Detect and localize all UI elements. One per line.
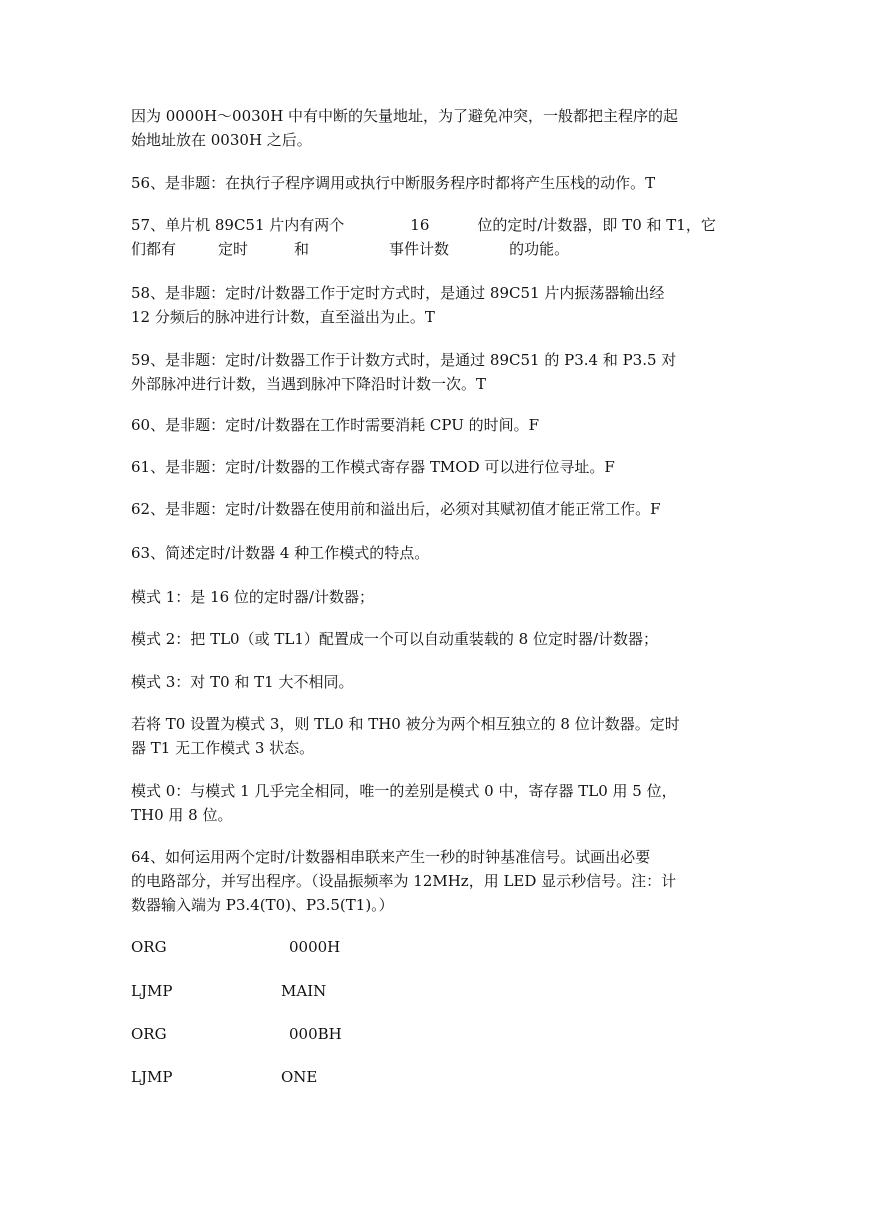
text-line: 模式 0：与模式 1 几乎完全相同，唯一的差别是模式 0 中，寄存器 TL0 用 5 位， [131,782,677,800]
q57-part-c: 们都有 [131,240,177,258]
question-60 [131,413,741,437]
text-line: 62、是非题：定时/计数器在使用前和溢出后，必须对其赋初值才能正常工作。F [131,500,661,518]
question-63 [131,541,741,565]
answer-mode-1 [131,585,741,609]
question-61 [131,455,741,479]
code-operand: MAIN [281,982,327,1000]
q57-part-e: 的功能。 [509,240,570,258]
text-line: 的电路部分，并写出程序。（设晶振频率为 12MHz，用 LED 显示秒信号。注：计 [131,872,677,890]
text-line: 60、是非题：定时/计数器在工作时需要消耗 CPU 的时间。F [131,416,540,434]
q57-blank-answer-16: 16 [410,216,430,234]
code-operand: 0000H [289,938,341,956]
text-line: 63、简述定时/计数器 4 种工作模式的特点。 [131,544,430,562]
code-opcode: LJMP [131,982,173,1000]
answer-mode-3 [131,670,741,694]
answer-mode-2 [131,627,741,651]
text-line: 61、是非题：定时/计数器的工作模式寄存器 TMOD 可以进行位寻址。F [131,458,615,476]
answer-mode-0 [131,779,741,827]
code-opcode: LJMP [131,1068,173,1086]
text-line: 若将 T0 设置为模式 3，则 TL0 和 TH0 被分为两个相互独立的 8 位计数器。定时 [131,715,680,733]
text-line: 器 T1 无工作模式 3 状态。 [131,739,315,757]
code-operand: 000BH [289,1025,342,1043]
question-56 [131,171,741,195]
text-line: 模式 2：把 TL0（或 TL1）配置成一个可以自动重装载的 8 位定时器/计数器； [131,630,659,648]
text-line: 64、如何运用两个定时/计数器相串联来产生一秒的时钟基准信号。试画出必要 [131,848,651,866]
code-opcode: ORG [131,1025,167,1043]
q57-part-a: 57、单片机 89C51 片内有两个 [131,216,345,234]
q57-blank-answer-timing: 定时 [218,240,249,258]
text-line: 58、是非题：定时/计数器工作于定时方式时，是通过 89C51 片内振荡器输出经 [131,284,665,302]
text-line: 模式 3：对 T0 和 T1 大不相同。 [131,673,354,691]
question-57 [131,213,741,261]
text-line [131,237,741,261]
question-59 [131,348,741,396]
q57-part-b: 位的定时/计数器，即 T0 和 T1，它 [477,216,716,234]
text-line [131,213,741,237]
text-line: 59、是非题：定时/计数器工作于计数方式时，是通过 89C51 的 P3.4 和 P3.5 对 [131,351,677,369]
text-line: 始地址放在 0030H 之后。 [131,131,312,149]
code-operand: ONE [281,1068,318,1086]
text-line: 56、是非题：在执行子程序调用或执行中断服务程序时都将产生压栈的动作。T [131,174,656,192]
paragraph-interrupt-vector-note [131,104,741,152]
text-line: 外部脉冲进行计数，当遇到脉冲下降沿时计数一次。T [131,375,487,393]
text-line: 数器输入端为 P3.4(T0)、P3.5(T1)。） [131,896,394,914]
code-opcode: ORG [131,938,167,956]
text-line: 因为 0000H～0030H 中有中断的矢量地址，为了避免冲突，一般都把主程序的起 [131,107,679,125]
question-64 [131,845,741,917]
text-line: TH0 用 8 位。 [131,806,233,824]
q57-part-d: 和 [294,240,310,258]
text-line: 模式 1：是 16 位的定时器/计数器； [131,588,374,606]
answer-mode-3-detail [131,712,741,760]
text-line: 12 分频后的脉冲进行计数，直至溢出为止。T [131,308,435,326]
question-58 [131,281,741,329]
question-62 [131,497,741,521]
q57-blank-answer-counting: 事件计数 [389,240,450,258]
